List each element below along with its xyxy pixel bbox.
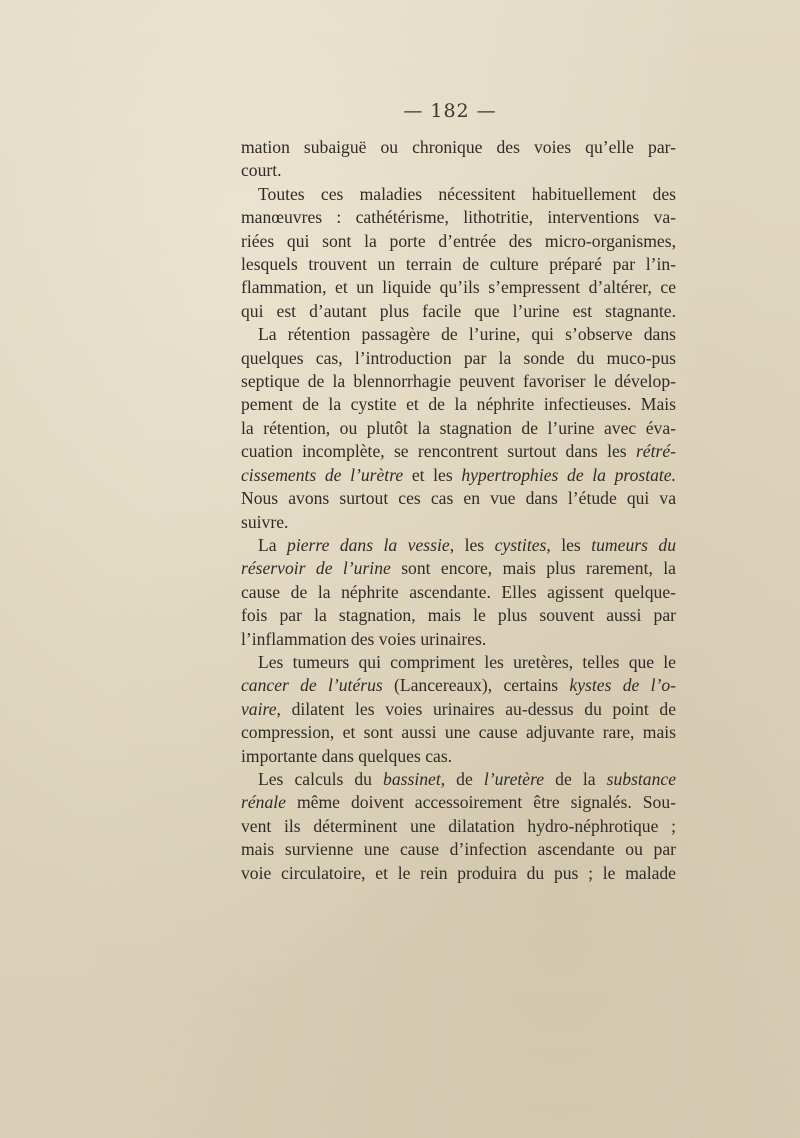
text-line [241,581,676,604]
text-line [241,651,676,674]
text-line [241,674,676,697]
text-run: , dilatent les voies urinaires au-dessus du point de [276,698,676,719]
text-run: Les tumeurs qui compriment les uretères, telles que le [258,651,676,672]
italic-run: rénale [241,792,286,813]
italic-run: réservoir de l’urine [241,558,391,579]
text-run: qui est d’autant plus facile que l’urine est stagnante. [241,300,676,321]
text-line [241,206,676,229]
text-line [241,862,676,885]
text-line [241,838,676,861]
text-line [241,628,676,651]
text-run: riées qui sont la porte d’entrée des micro-organismes, [241,230,676,251]
text-run: La rétention passagère de l’urine, qui s’observe dans [258,324,676,345]
text-run: quelques cas, l’introduction par la sonde du muco-pus [241,347,676,368]
text-line [241,815,676,838]
italic-run: hypertrophies de la prostate. [461,464,676,485]
text-run: même doivent accessoirement être signalés. Sou- [285,792,676,813]
text-run: flammation, et un liquide qu’ils s’empressent d’altérer, ce [241,277,676,298]
text-line [241,276,676,299]
text-run: sont encore, mais plus rarement, la [390,558,676,579]
text-line [241,487,676,510]
text-run: La [258,534,288,555]
text-run: voie circulatoire, et le rein produira du pus ; le malade [241,862,676,883]
italic-run: tumeurs du [591,534,676,555]
text-run: vent ils déterminent une dilatation hydro-néphrotique ; [241,815,676,836]
text-line [241,791,676,814]
text-run: Les calculs du [258,768,384,789]
text-line [241,417,676,440]
text-line [241,557,676,580]
text-run: l’inflammation des voies urinaires. [241,628,487,649]
italic-run: cystites [494,534,547,555]
italic-run: cissements de l’urètre [241,464,404,485]
italic-run: pierre dans la vessie [287,534,450,555]
text-run: et les [403,464,462,485]
text-run: , de [440,768,484,789]
text-run: , les [449,534,495,555]
text-run: fois par la stagnation, mais le plus souvent aussi par [241,605,676,626]
text-line [241,347,676,370]
text-line [241,604,676,627]
italic-run: substance [606,768,676,789]
text-line [241,768,676,791]
text-run: court. [241,160,282,181]
italic-run: kystes de l’o- [569,675,676,696]
italic-run: bassinet [383,768,441,789]
text-run: pement de la cystite et de la néphrite infectieuses. Mais [241,394,676,415]
italic-run: l’uretère [483,768,545,789]
text-line [241,393,676,416]
text-run: mais survienne une cause d’infection ascendante ou par [241,839,676,860]
text-line [241,323,676,346]
body-text [241,136,676,885]
text-line [241,370,676,393]
text-run: manœuvres : cathétérisme, lithotritie, interventions va- [241,207,676,228]
text-line [241,534,676,557]
text-run: suivre. [241,511,289,532]
text-line [241,464,676,487]
text-run: cause de la néphrite ascendante. Elles agissent quelque- [241,581,676,602]
text-line [241,698,676,721]
text-line [241,300,676,323]
text-run: (Lancereaux), certains [382,675,570,696]
text-run: mation subaiguë ou chronique des voies qu’elle par- [241,137,676,157]
text-run: cuation incomplète, se rencontrent surtout dans les [241,441,636,462]
text-line [241,183,676,206]
text-line [241,253,676,276]
italic-run: cancer de l’utérus [241,675,383,696]
text-line [241,136,676,159]
text-run: septique de la blennorrhagie peuvent favoriser le dévelop- [241,371,676,392]
text-run: lesquels trouvent un terrain de culture préparé par l’in- [241,254,676,275]
text-line [241,511,676,534]
text-line [241,230,676,253]
text-run: compression, et sont aussi une cause adjuvante rare, mais [241,722,676,743]
text-line [241,721,676,744]
text-run: de la [544,768,607,789]
page-number: — 182 — [403,100,497,122]
italic-run: rétré- [635,441,676,462]
text-line [241,159,676,182]
text-run: Toutes ces maladies nécessitent habituellement des [258,183,676,204]
text-line [241,440,676,463]
text-run: importante dans quelques cas. [241,745,453,766]
text-run: , les [546,534,592,555]
text-run: Nous avons surtout ces cas en vue dans l’étude qui va [241,488,676,509]
italic-run: vaire [241,698,277,719]
text-run: la rétention, ou plutôt la stagnation de l’urine avec éva- [241,417,676,438]
text-line [241,745,676,768]
